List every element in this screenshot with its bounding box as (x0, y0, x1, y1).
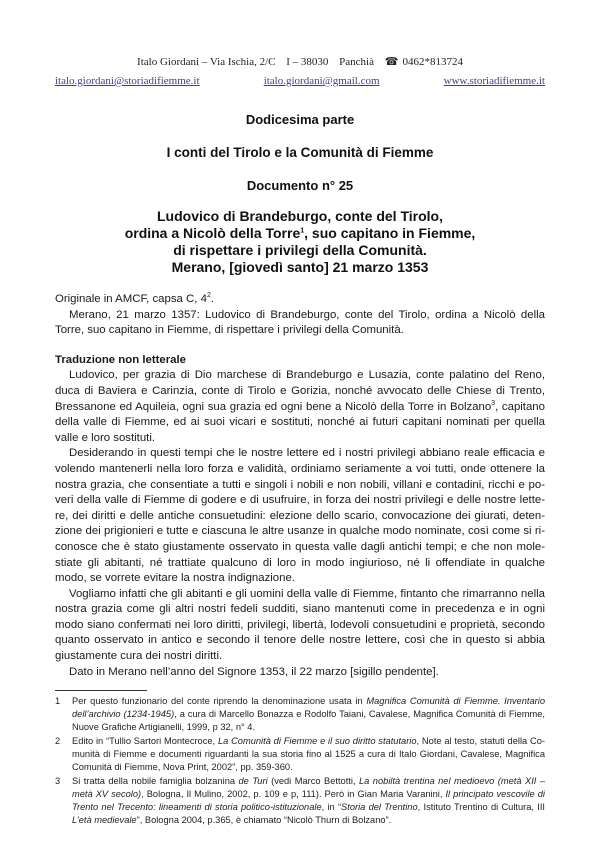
website-link[interactable]: www.storiadifiemme.it (443, 75, 545, 87)
paragraph-text: Ludovico, per grazia di Dio marchese di Brandeburgo e Lusazia, conte palatino del Reno, duca di Baviera e Carinzia, conte di Tirolo e Gorizia, nonché avvocato delle Chiese di Trento, Bressanone ed Aquileia, ogni sua grazia ed ogni bene a Nicolò della Torre in Bolzano (55, 369, 545, 413)
document-title-line-3: di rispettare i privilegi della Comunità. (173, 242, 427, 258)
fn-italic-title: Storia del Trentino (341, 802, 418, 813)
paragraph-text: , capitano della valle di Fiemme, ed ai suoi vicari e sostituti, nonché ai futuri capitani nominati per quella valle e loro sostituti. (55, 400, 545, 444)
footnotes (55, 695, 545, 827)
fn-text-part: Si tratta della nobile famiglia bolzanina (72, 776, 239, 787)
fn-italic-title: Magnifica Comunità di Fiemme. Inventario dell’archivio (1234-1945) (72, 696, 545, 720)
town: Panchià (339, 56, 374, 68)
summary-paragraph: Merano, 21 marzo 1357: Ludovico di Brandeburgo, conte del Tirolo, ordina a Nicolò della Torre, suo capitano in Fiemme, di rispettare i privilegi della Comunità. (55, 308, 545, 337)
fn-text-part: ”, Bologna 2004, p.365, è chiamato “Nicolò Thurn di Bolzano”. (136, 815, 392, 826)
fn-italic-title: de Turi (238, 776, 268, 787)
footnote-number: 2 (55, 736, 61, 747)
document-title-line-1: Ludovico di Brandeburgo, conte del Tirolo, (157, 208, 443, 224)
footnote-text (72, 695, 545, 734)
postcode: I – 38030 (286, 56, 329, 68)
footnote-ref-3[interactable]: 3 (491, 399, 496, 407)
document-title (55, 208, 545, 276)
body-text (55, 292, 545, 680)
footnote-number: 3 (55, 776, 61, 787)
fn-text-part: Per questo funzionario del conte riprendo la denominazione usata in (72, 696, 367, 707)
document-page (55, 0, 545, 827)
fn-italic-title: La Comunità di Fiemme e il suo diritto statutario (217, 736, 417, 747)
fn-text-part: , a cura di Marcello Bonazza e Rodolfo Taiani, Cavalese, Magnifica Comunità di Fiemme, Nuove Grafiche Artigianelli, 1999, p 32, n° 4. (72, 709, 545, 733)
fn-italic-title: L’età medievale (72, 815, 137, 826)
translation-paragraph-3: Vogliamo infatti che gli abitanti e gli uomini della valle di Fiemme, fintanto che rimarranno nella nostra grazia come gli altri nostri fedeli sudditi, siano mantenuti come in precedenza e in ogni modo siano confermati nei loro diritti, privilegi, libertà, lodevoli consuetudini e proprietà, secondo quanto osservato in antico e secondo il tenore delle nostre lettere, così che in questo si abbia giustamente cura dei nostri diritti. (55, 587, 545, 663)
fn-text-part: Edito in “Tullio Sartori Montecroce, (72, 736, 218, 747)
fn-italic-title: La nobiltà trentina nel medioevo (metà XII – metà XV secolo) (72, 776, 545, 800)
footnote-ref-2[interactable]: 2 (206, 292, 211, 300)
fn-text-part: (vedi Marco Bettotti, (267, 776, 359, 787)
part-title: Dodicesima parte (245, 112, 355, 127)
document-number: Documento n° 25 (246, 178, 354, 193)
letterhead-address (55, 55, 545, 70)
translation-paragraph-2: Desiderando in questi tempi che le nostre lettere ed i nostri privilegi abbiano reale efficacia e volendo mantenerli nella loro forza e validità, ordiniamo seriamente a voi tutti, onde ottenere la nostra grazia, che consentiate a tutti e singoli i nobili e non nobili, villani e contadini, ricchi e poveri della valle di Fiemme di godere e di usufruire, in forza dei nostri privilegi e delle nostre lettere, dei diritti e delle antiche consuetudini: elezione dello scario, convocazione dei giurati, detenzione dei prigionieri e tutte e ciascuna le altre usanze in qualche modo nominate, così come si riconosce che è stato giustamente osservato in questa valle dagli antichi tempi; e che non molestiate gli abitanti, né trattiate qualcuno di loro in modo ingiurioso, né li offendiate in qualche modo, se vorrete evitare la nostra indignazione. (55, 447, 545, 585)
footnote-ref-1[interactable]: 1 (300, 227, 305, 235)
phone-number: 0462*813724 (402, 56, 463, 68)
document-title-line-2 (55, 225, 545, 242)
punct: . (210, 293, 215, 305)
title-text: , suo capitano in Fiemme, (304, 225, 476, 241)
translation-paragraph-1 (55, 368, 545, 446)
translation-paragraph-4: Dato in Merano nell’anno del Signore 1353, il 22 marzo [sigillo pendente]. (69, 665, 439, 678)
letterhead-links (55, 74, 545, 89)
fn-italic-title: Il principato vescovile di Trento nel Trecento: lineamenti di storia politico-istituzionale (72, 789, 545, 813)
email-link-gmail[interactable]: italo.giordani@gmail.com (263, 75, 380, 87)
footnote-1 (55, 695, 545, 734)
original-text: Originale in AMCF, capsa C, 4 (55, 293, 207, 305)
fn-text-part: , Note al testo, statuti della Comunità di Fiemme e documenti riguardanti la sua storia fino al 1525 a cura di Italo Giordani, Cavalese, Magnifica Comunità di Fiemme, Nova Print, 2002”, pp. 359-360. (72, 736, 545, 773)
translation-heading: Traduzione non letterale (55, 353, 187, 366)
email-link-storiadifiemme[interactable]: italo.giordani@storiadifiemme.it (55, 75, 200, 87)
footnote-text (72, 735, 545, 774)
original-source (55, 292, 545, 308)
footnote-2 (55, 735, 545, 774)
footnote-3 (55, 775, 545, 827)
telephone-icon: ☎ (384, 56, 399, 68)
document-title-line-4: Merano, [giovedì santo] 21 marzo 1353 (171, 259, 429, 275)
fn-text-part: , in “ (321, 802, 342, 813)
title-text: ordina a Nicolò della Torre (124, 225, 301, 241)
fn-text-part: , Istituto Trentino di Cultura, III (417, 802, 545, 813)
footnote-separator (55, 690, 147, 691)
author-address: Italo Giordani – Via Ischia, 2/C (137, 56, 276, 68)
section-title: I conti del Tirolo e la Comunità di Fiemme (166, 145, 434, 160)
footnote-number: 1 (55, 696, 61, 707)
fn-text-part: , Bologna, Il Mulino, 2002, p. 109 e p, 111). Però in Gian Maria Varanini, (141, 789, 446, 800)
footnote-text (72, 775, 545, 827)
